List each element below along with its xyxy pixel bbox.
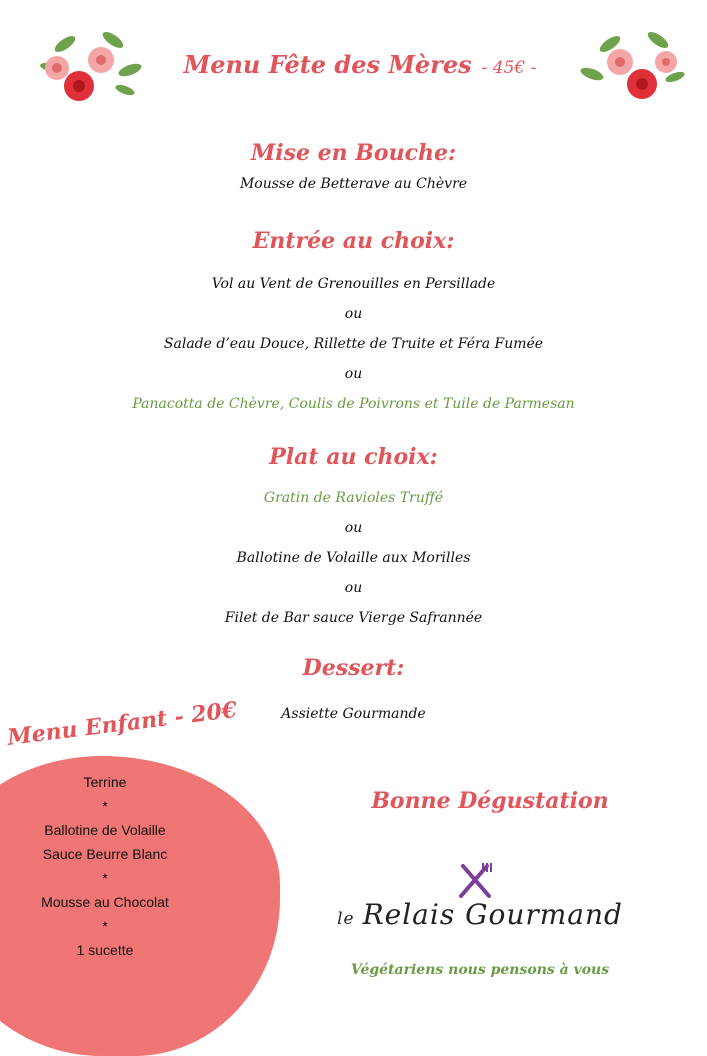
kids-menu-separator: * — [102, 918, 108, 934]
kids-menu-separator: * — [102, 798, 108, 814]
kids-menu-line: Mousse au Chocolat — [41, 894, 169, 910]
kids-menu-line: Ballotine de Volaille — [44, 822, 166, 838]
menu-item-vegetarian: Panacotta de Chèvre, Coulis de Poivrons et Tuile de Parmesan — [132, 396, 575, 412]
menu-item-vegetarian: Gratin de Ravioles Truffé — [263, 490, 444, 506]
kids-menu-line: Sauce Beurre Blanc — [42, 846, 168, 862]
menu-item: Vol au Vent de Grenouilles en Persillade — [211, 276, 496, 292]
flower-icon — [580, 29, 686, 99]
kids-menu-title: Menu Enfant - 20€ — [6, 696, 239, 751]
menu-item-or: ou — [344, 520, 363, 536]
menu-item-or: ou — [344, 580, 363, 596]
menu-item: Salade d’eau Douce, Rillette de Truite et Féra Fumée — [163, 336, 544, 352]
vegetarian-note: Végétariens nous pensons à vous — [350, 962, 610, 978]
flower-decoration-right — [580, 22, 690, 112]
kids-menu-separator: * — [102, 870, 108, 886]
kids-menu-line: Terrine — [83, 774, 127, 790]
bonne-degustation: Bonne Dégustation — [371, 788, 609, 814]
kids-menu-line: 1 sucette — [76, 942, 134, 958]
fork-knife-icon — [455, 860, 495, 900]
menu-item-or: ou — [344, 306, 363, 322]
logo-name: Relais Gourmand — [362, 898, 623, 931]
menu-item: Ballotine de Volaille aux Morilles — [236, 550, 471, 566]
section-plat-title: Plat au choix: — [269, 444, 438, 470]
menu-item: Mousse de Betterave au Chèvre — [239, 176, 468, 192]
menu-title — [150, 50, 570, 79]
section-dessert-title: Dessert: — [302, 655, 405, 681]
logo-article: le — [337, 909, 355, 929]
section-entree-title: Entrée au choix: — [252, 228, 455, 254]
section-mise-title: Mise en Bouche: — [250, 140, 457, 166]
kids-menu-list — [10, 770, 200, 962]
restaurant-logo — [300, 898, 660, 931]
flower-decoration-left — [35, 22, 145, 112]
menu-title-text: Menu Fête des Mères — [183, 50, 472, 79]
menu-item-or: ou — [344, 366, 363, 382]
flower-icon — [39, 29, 143, 101]
menu-item: Assiette Gourmande — [281, 706, 426, 722]
menu-item: Filet de Bar sauce Vierge Safrannée — [224, 610, 483, 626]
menu-price: - 45€ - — [481, 58, 537, 78]
